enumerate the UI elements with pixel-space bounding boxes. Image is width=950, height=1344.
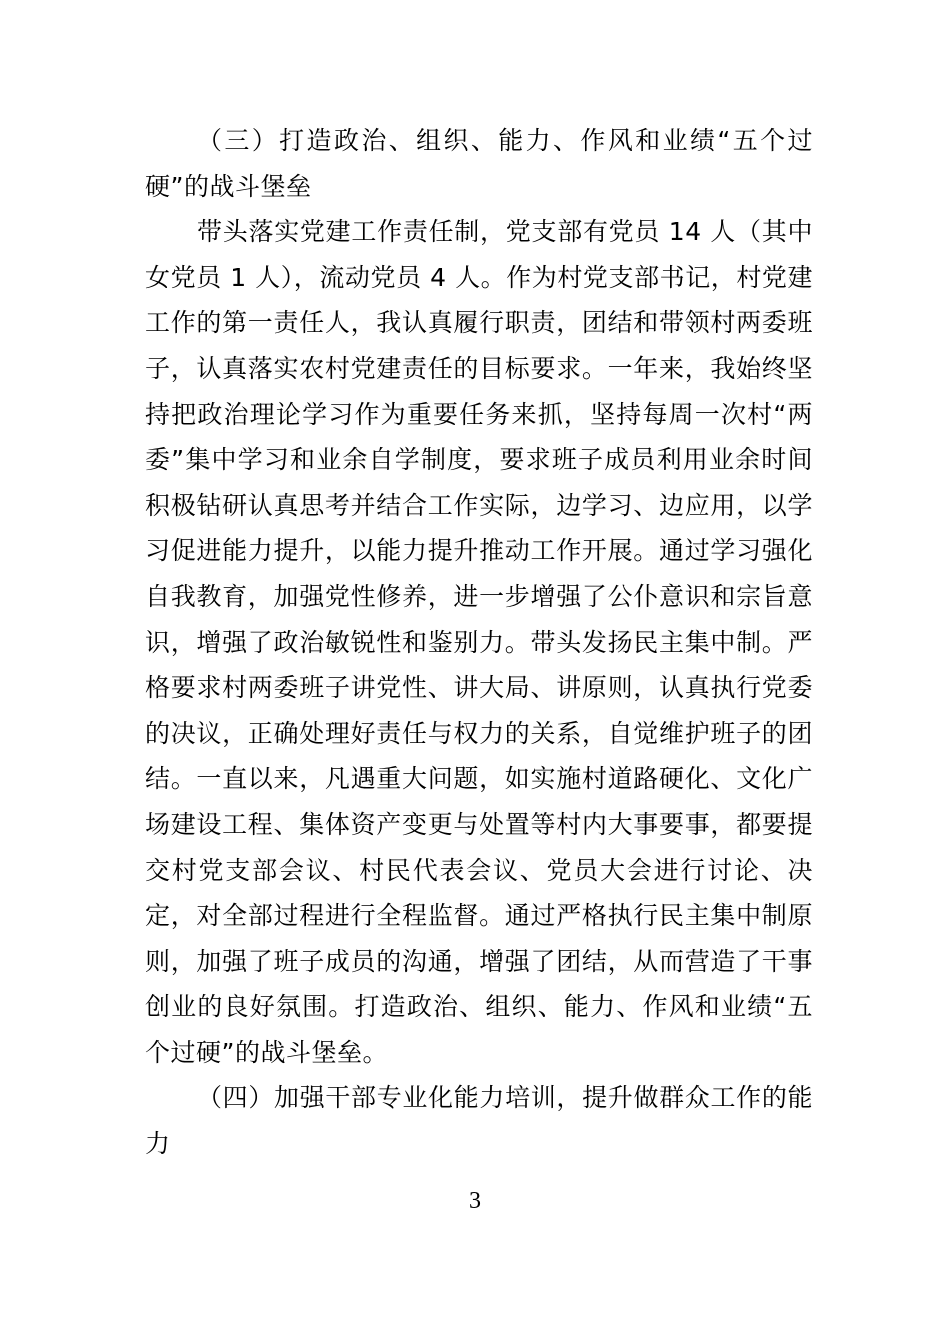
section-heading-4: （四）加强干部专业化能力培训，提升做群众工作的能力 <box>145 1083 813 1159</box>
section-heading-3: （三）打造政治、组织、能力、作风和业绩“五个过硬”的战斗堡垒 <box>145 126 813 201</box>
page-number: 3 <box>469 1188 481 1214</box>
body-text <box>145 118 813 1167</box>
body-paragraph: 带头落实党建工作责任制，党支部有党员 14 人（其中女党员 1 人），流动党员 4 人。作为村党支部书记，村党建工作的第一责任人，我认真履行职责，团结和带领村两委班子，认真落实农村党建责任的目标要求。一年来，我始终坚持把政治理论学习作为重要任务来抓，坚持每周一次村“两委”集中学习和业余自学制度，要求班子成员利用业余时间积极钻研认真思考并结合工作实际，边学习、边应用，以学习促进能力提升，以能力提升推动工作开展。通过学习强化自我教育，加强党性修养，进一步增强了公仆意识和宗旨意识，增强了政治敏锐性和鉴别力。带头发扬民主集中制。严格要求村两委班子讲党性、讲大局、讲原则，认真执行党委的决议，正确处理好责任与权力的关系，自觉维护班子的团结。一直以来，凡遇重大问题，如实施村道路硬化、文化广场建设工程、集体资产变更与处置等村内大事要事，都要提交村党支部会议、村民代表会议、党员大会进行讨论、决定，对全部过程进行全程监督。通过严格执行民主集中制原则，加强了班子成员的沟通，增强了团结，从而营造了干事创业的良好氛围。打造政治、组织、能力、作风和业绩“五个过硬”的战斗堡垒。 <box>145 217 813 1067</box>
